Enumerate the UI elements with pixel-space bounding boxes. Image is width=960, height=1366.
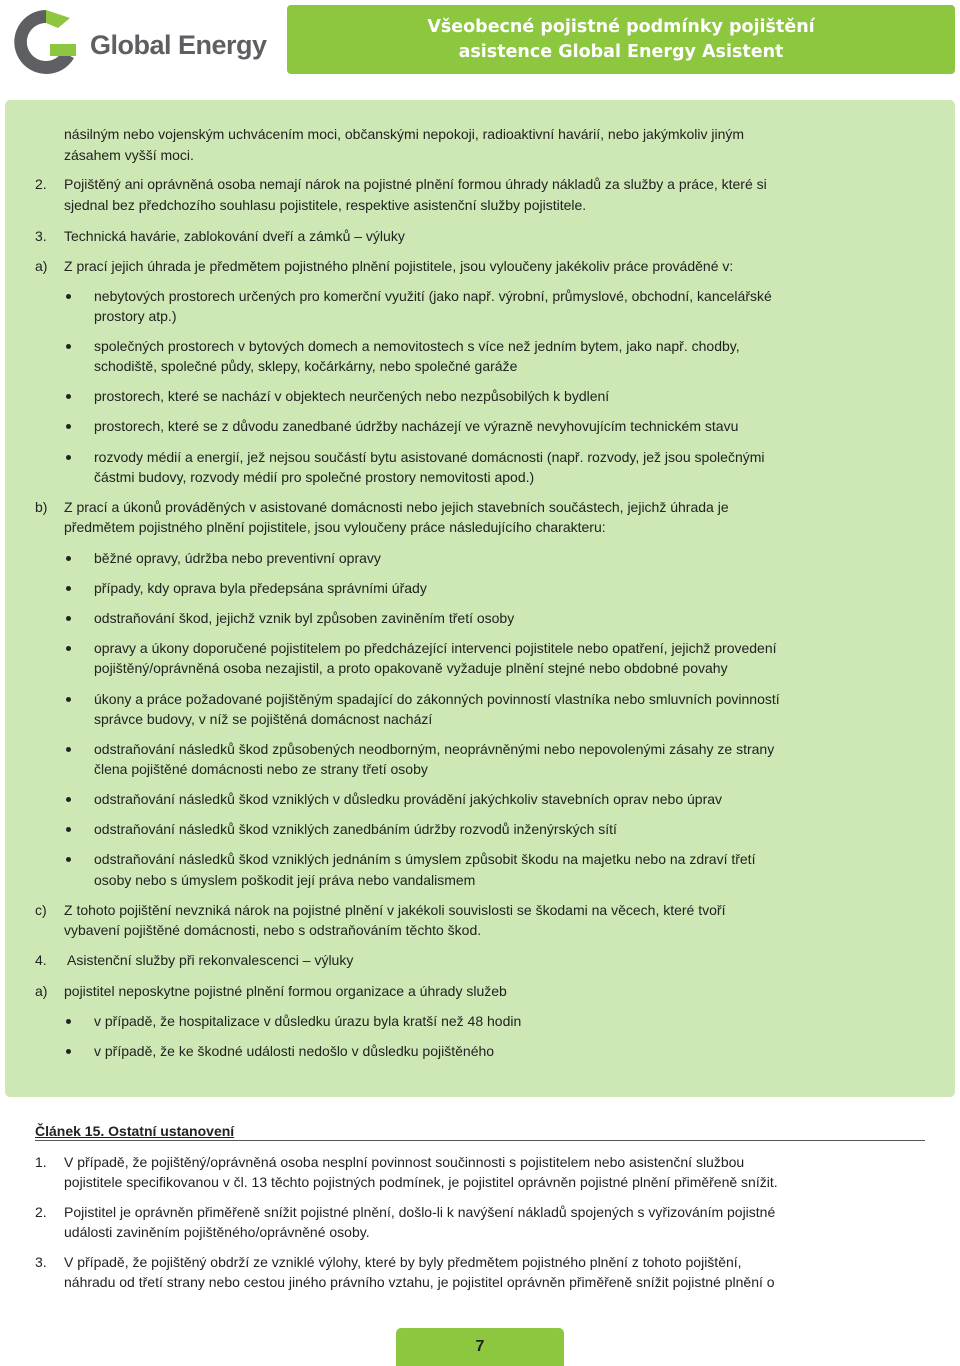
list-number: 1. — [35, 1154, 47, 1170]
paragraph-line: pojistitel neposkytne pojistné plnění formou organizace a úhrady služeb — [64, 983, 507, 999]
list-item: úkony a práce požadované pojištěným spadající do zákonných povinností vlastníka nebo smluvních povinností — [94, 691, 780, 707]
list-item: odstraňování následků škod vzniklých zanedbáním údržby rozvodů inženýrských sítí — [94, 821, 617, 837]
list-item: prostorech, které se z důvodu zanedbané údržby nacházejí ve výrazně nevyhovujícím technickém stavu — [94, 418, 739, 434]
bullet-icon — [66, 455, 71, 460]
list-letter: c) — [35, 902, 47, 918]
bullet-icon — [66, 344, 71, 349]
bullet-icon — [66, 294, 71, 299]
paragraph-line: V případě, že pojištěný/oprávněná osoba nesplní povinnost součinnosti s pojistitelem nebo asistenční službou — [64, 1154, 745, 1170]
list-number: 4. — [35, 952, 47, 968]
bullet-icon — [66, 1049, 71, 1054]
exclusions-panel — [5, 100, 955, 1097]
bullet-icon — [66, 1019, 71, 1024]
list-item: částmi budovy, rozvody médií pro společné prostory nemovitosti apod.) — [94, 469, 535, 485]
list-letter: a) — [35, 983, 48, 999]
article-heading: Článek 15. Ostatní ustanovení — [35, 1123, 235, 1139]
bullet-icon — [66, 646, 71, 651]
list-item: pojištěný/oprávněná osoba nezajistil, a proto opakovaně vyžaduje plnění stejné nebo obdobné povahy — [94, 660, 728, 676]
title-line-1: Všeobecné pojistné podmínky pojištění — [427, 17, 815, 37]
page-header — [0, 0, 960, 80]
logo-mark-icon — [6, 6, 86, 78]
bullet-icon — [66, 616, 71, 621]
bullet-icon — [66, 747, 71, 752]
section-heading: Technická havárie, zablokování dveří a zámků – výluky — [64, 228, 405, 244]
paragraph-line: události zaviněním pojištěného/oprávněné osoby. — [64, 1224, 370, 1240]
paragraph-line: pojistitele specifikovanou v čl. 13 těchto pojistných podmínek, je pojistitel oprávněn pojistné plnění přiměřeně snížit. — [64, 1174, 778, 1190]
list-item: správce budovy, v níž se pojištěná domácnost nachází — [94, 711, 433, 727]
list-item: společných prostorech v bytových domech a nemovitostech s více než jedním bytem, jako např. chodby, — [94, 338, 740, 354]
list-item: osoby nebo s úmyslem poškodit její práva nebo vandalismem — [94, 872, 476, 888]
list-item: odstraňování škod, jejichž vznik byl způsoben zaviněním třetí osoby — [94, 610, 515, 626]
paragraph-line: vybavení pojištěné domácnosti, nebo s odstraňováním těchto škod. — [64, 922, 482, 938]
paragraph-line: zásahem vyšší moci. — [64, 147, 194, 163]
paragraph-line: Pojištěný ani oprávněná osoba nemají nárok na pojistné plnění formou úhrady nákladů za služby a práce, které si — [64, 176, 767, 192]
list-letter: a) — [35, 258, 48, 274]
list-item: případy, kdy oprava byla předepsána správními úřady — [94, 580, 427, 596]
list-item: odstraňování následků škod vzniklých jednáním s úmyslem způsobit škodu na majetku nebo na zdraví třetí — [94, 851, 756, 867]
paragraph-line: V případě, že pojištěný obdrží ze vzniklé výlohy, které by byly předmětem pojistného plnění z tohoto pojištění, — [64, 1254, 742, 1270]
list-item: v případě, že ke škodné události nedošlo v důsledku pojištěného — [94, 1043, 495, 1059]
paragraph-line: Z prací a úkonů prováděných v asistované domácnosti nebo jejich stavebních součástech, jejichž úhrada je — [64, 499, 729, 515]
paragraph-line: Z prací jejich úhrada je předmětem pojistného plnění pojistitele, jsou vyloučeny jakékoliv práce prováděné v: — [64, 258, 734, 274]
title-line-2: asistence Global Energy Asistent — [458, 42, 784, 62]
list-letter: b) — [35, 499, 48, 515]
logo-text: Global Energy — [90, 30, 267, 60]
list-item: prostory atp.) — [94, 308, 177, 324]
section-heading: Asistenční služby při rekonvalescenci – výluky — [67, 952, 354, 968]
list-item: nebytových prostorech určených pro komerční využití (jako např. výrobní, průmyslové, obchodní, kancelářské — [94, 288, 772, 304]
list-number: 3. — [35, 228, 47, 244]
paragraph-line: Z tohoto pojištění nevzniká nárok na pojistné plnění v jakékoli souvislosti se škodami na věcech, které tvoří — [64, 902, 726, 918]
list-number: 2. — [35, 176, 47, 192]
bullet-icon — [66, 424, 71, 429]
list-item: běžné opravy, údržba nebo preventivní opravy — [94, 550, 381, 566]
list-number: 2. — [35, 1204, 47, 1220]
paragraph-line: násilným nebo vojenským uchvácením moci, občanskými nepokoji, radioaktivní havárií, nebo jakýmkoliv jiným — [64, 126, 745, 142]
bullet-icon — [66, 556, 71, 561]
paragraph-line: Pojistitel je oprávněn přiměřeně snížit pojistné plnění, došlo-li k navýšení nákladů spojených s vyřizováním pojistné — [64, 1204, 776, 1220]
bullet-icon — [66, 697, 71, 702]
bullet-icon — [66, 827, 71, 832]
list-item: odstraňování následků škod způsobených neodborným, neoprávněnými nebo nepovolenými zásahy ze strany — [94, 741, 775, 757]
list-item: odstraňování následků škod vzniklých v důsledku provádění jakýchkoliv stavebních oprav nebo úprav — [94, 791, 723, 807]
list-item: v případě, že hospitalizace v důsledku úrazu byla kratší než 48 hodin — [94, 1013, 522, 1029]
global-energy-logo — [6, 6, 276, 76]
paragraph-line: předmětem pojistného plnění pojistitele, jsou vyloučeny práce následujícího charakteru: — [64, 519, 606, 535]
list-item: schodiště, společné půdy, sklepy, kočárkárny, nebo společné garáže — [94, 358, 518, 374]
paragraph-line: sjednal bez předchozího souhlasu pojistitele, respektive asistenční služby pojistitele. — [64, 197, 587, 213]
bullet-icon — [66, 797, 71, 802]
list-item: prostorech, které se nachází v objektech neurčených nebo nezpůsobilých k bydlení — [94, 388, 610, 404]
list-number: 3. — [35, 1254, 47, 1270]
list-item: člena pojištěné domácnosti nebo ze strany třetí osoby — [94, 761, 428, 777]
bullet-icon — [66, 394, 71, 399]
heading-divider — [35, 1140, 925, 1141]
document-title — [287, 5, 955, 74]
paragraph-line: náhradu od třetí strany nebo cestou jiného právního vztahu, je pojistitel oprávněn přiměřeně snížit pojistné plnění o — [64, 1274, 775, 1290]
bullet-icon — [66, 857, 71, 862]
page-number: 7 — [396, 1328, 564, 1366]
bullet-icon — [66, 586, 71, 591]
list-item: rozvody médií a energií, jež nejsou součástí bytu asistované domácnosti (např. rozvody, jež jsou společnými — [94, 449, 765, 465]
list-item: opravy a úkony doporučené pojistitelem po předcházející intervenci pojistitele nebo opatření, jejichž provedení — [94, 640, 777, 656]
